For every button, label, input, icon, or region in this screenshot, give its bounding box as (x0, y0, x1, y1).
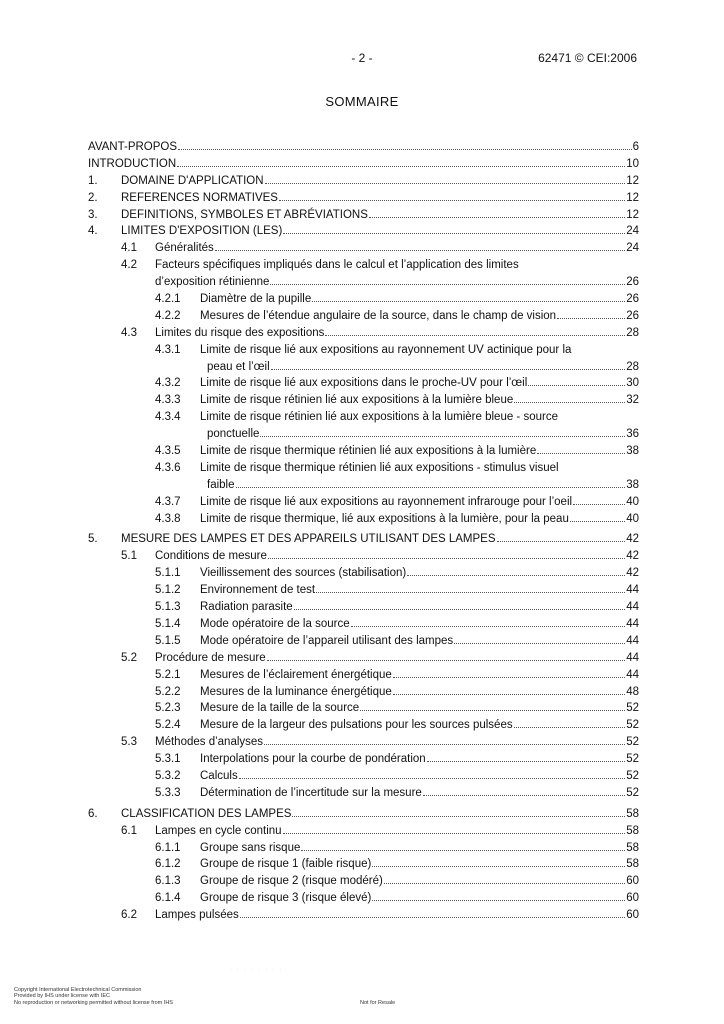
toc-page: 52 (626, 719, 639, 732)
toc-number: 5.3.1 (155, 753, 181, 766)
dot-leader (240, 917, 625, 918)
toc-page: 48 (626, 685, 639, 698)
toc-label: Groupe de risque 1 (faible risque) (200, 858, 372, 871)
toc-page: 26 (626, 293, 639, 306)
toc-page: 58 (626, 824, 639, 837)
toc-entry-continuation[interactable] (88, 426, 639, 443)
toc-number: 6.1.1 (155, 841, 181, 854)
document-reference: 62471 © CEI:2006 (538, 51, 637, 65)
toc-label: DOMAINE D'APPLICATION (121, 174, 264, 187)
dot-leader (393, 694, 625, 695)
dot-leader (270, 284, 625, 285)
toc-page: 44 (626, 601, 639, 614)
toc-number: 5.2.4 (155, 719, 181, 732)
toc-label: Groupe sans risque (200, 841, 301, 854)
toc-page: 28 (626, 326, 639, 339)
dot-leader (423, 795, 625, 796)
toc-entry[interactable] (88, 291, 639, 308)
toc-number: 5.1.5 (155, 634, 181, 647)
toc-number: 4.3.8 (155, 512, 181, 525)
dot-leader (178, 149, 632, 150)
toc-page: 42 (626, 550, 639, 563)
resale-notice: Not for Resale (360, 1000, 396, 1006)
toc-label: MESURE DES LAMPES ET DES APPAREILS UTILISANT DES LAMPES (121, 533, 496, 546)
toc-number: 3. (88, 208, 98, 221)
footer-line: Provided by IHS under license with IEC (14, 993, 110, 1000)
dot-leader (264, 744, 625, 745)
toc-label: INTRODUCTION (88, 157, 177, 170)
toc-page: 60 (626, 909, 639, 922)
toc-label: Calculs (200, 769, 238, 782)
toc-number: 5.3.3 (155, 786, 181, 799)
toc-entry[interactable] (88, 409, 639, 426)
toc-entry[interactable] (88, 856, 639, 873)
toc-entry[interactable] (88, 342, 639, 359)
toc-entry[interactable] (88, 890, 639, 907)
toc-page: 12 (626, 191, 639, 204)
toc-entry[interactable] (88, 873, 639, 890)
toc-number: 4. (88, 225, 98, 238)
toc-number: 5.2.2 (155, 685, 181, 698)
toc-entry[interactable] (88, 156, 639, 173)
toc-number: 4.3.6 (155, 461, 181, 474)
toc-label-continuation: faible (207, 478, 235, 491)
toc-page: 40 (626, 495, 639, 508)
toc-label: Mesures de l’éclairement énergétique (200, 668, 392, 681)
toc-label: Mode opératoire de l’appareil utilisant des lampes (200, 634, 454, 647)
toc-label: AVANT-PROPOS (88, 141, 178, 153)
toc-label: Lampes en cycle continu (155, 824, 282, 837)
toc-page: 52 (626, 769, 639, 782)
toc-page: 12 (626, 174, 639, 187)
toc-entry[interactable] (88, 173, 639, 190)
toc-label: DEFINITIONS, SYMBOLES ET ABRÉVIATIONS (121, 208, 368, 221)
dot-leader (268, 558, 625, 559)
toc-number: 5.1.1 (155, 567, 181, 580)
toc-label-continuation: d’exposition rétinienne (155, 276, 270, 289)
toc-entry[interactable] (88, 494, 639, 511)
toc-number: 4.3.5 (155, 445, 181, 458)
toc-number: 4.3.7 (155, 495, 181, 508)
toc-entry[interactable] (88, 531, 639, 548)
toc-label-continuation: ponctuelle (207, 428, 260, 441)
toc-label: Mesure de la taille de la source (200, 702, 360, 715)
toc-entry[interactable] (88, 599, 639, 616)
toc-page: 38 (626, 478, 639, 491)
toc-number: 2. (88, 191, 98, 204)
toc-entry[interactable] (88, 325, 639, 342)
dot-leader (265, 183, 626, 184)
toc-number: 4.3.2 (155, 377, 181, 390)
toc-entry[interactable] (88, 392, 639, 409)
toc-label: Radiation parasite (200, 601, 293, 614)
toc-entry[interactable] (88, 907, 639, 924)
dot-leader (325, 335, 625, 336)
dot-leader (312, 301, 625, 302)
toc-label: Lampes pulsées (155, 909, 239, 922)
toc-entry-continuation[interactable] (88, 359, 639, 376)
toc-page: 44 (626, 617, 639, 630)
toc-entry[interactable] (88, 460, 639, 477)
dot-leader (528, 385, 625, 386)
toc-number: 4.3.3 (155, 394, 181, 407)
toc-page: 44 (626, 668, 639, 681)
toc-label: Facteurs spécifiques impliqués dans le calcul et l’application des limites (155, 259, 519, 272)
dot-leader (283, 233, 625, 234)
toc-page: 32 (626, 394, 639, 407)
dot-leader (260, 436, 625, 437)
toc-entry[interactable] (88, 785, 639, 802)
dot-leader (316, 592, 625, 593)
dot-leader (215, 250, 625, 251)
toc-page: 26 (626, 276, 639, 289)
toc-label: Généralités (155, 242, 214, 255)
page-title: SOMMAIRE (325, 94, 399, 109)
toc-label: Interpolations pour la courbe de pondération (200, 753, 426, 766)
dot-leader (271, 369, 626, 370)
toc-label: Limite de risque thermique, lié aux expositions à la lumière, pour la peau (200, 512, 569, 525)
toc-label: Mesures de la luminance énergétique (200, 685, 392, 698)
dot-leader (351, 626, 626, 627)
dot-leader (570, 521, 625, 522)
toc-number: 4.3 (121, 326, 137, 339)
toc-page: 24 (626, 242, 639, 255)
toc-label: Limite de risque lié aux expositions au rayonnement infrarouge pour l’oeil (200, 495, 573, 508)
toc-page: 44 (626, 651, 639, 664)
dot-leader (427, 761, 626, 762)
toc-label: Limites du risque des expositions (155, 326, 325, 339)
toc-entry[interactable] (88, 684, 639, 701)
toc-number: 5.2.1 (155, 668, 181, 681)
toc-label: Conditions de mesure (155, 550, 267, 563)
toc-entry[interactable] (88, 207, 639, 224)
toc-label: Vieillissement des sources (stabilisation) (200, 567, 407, 580)
toc-number: 6.1.4 (155, 892, 181, 905)
toc-page: 52 (626, 753, 639, 766)
toc-number: 6. (88, 807, 98, 820)
toc-entry[interactable] (88, 616, 639, 633)
toc-entry[interactable] (88, 223, 639, 240)
toc-label: Diamètre de la pupille (200, 293, 312, 306)
dot-leader (514, 727, 626, 728)
toc-label: Limite de risque rétinien lié aux expositions à la lumière bleue (200, 394, 514, 407)
toc-number: 5.3 (121, 736, 137, 749)
toc-entry[interactable] (88, 308, 639, 325)
dot-leader (283, 833, 626, 834)
dot-leader (393, 677, 625, 678)
toc-label-continuation: peau et l’œil (207, 360, 270, 373)
toc-label: Limite de risque thermique rétinien lié aux expositions à la lumière (200, 445, 537, 458)
dot-leader (301, 850, 625, 851)
toc-entry[interactable] (88, 751, 639, 768)
toc-page: 40 (626, 512, 639, 525)
toc-label: CLASSIFICATION DES LAMPES (121, 807, 292, 820)
toc-page: 52 (626, 702, 639, 715)
toc-page: 24 (626, 225, 639, 238)
dot-leader (239, 778, 625, 779)
toc-page: 42 (626, 533, 639, 546)
page-number: - 2 - (351, 51, 373, 65)
toc-page: 60 (626, 875, 639, 888)
toc-number: 5. (88, 533, 98, 546)
toc-number: 6.2 (121, 909, 137, 922)
toc-entry[interactable] (88, 375, 639, 392)
toc-number: 4.2.2 (155, 309, 181, 322)
toc-entry[interactable] (88, 667, 639, 684)
toc-entry[interactable] (88, 823, 639, 840)
toc-page: 52 (626, 736, 639, 749)
toc-page: 38 (626, 445, 639, 458)
toc-entry[interactable] (88, 650, 639, 667)
copyright-footer (14, 987, 173, 1006)
toc-page: 10 (626, 157, 639, 170)
dot-leader (372, 900, 625, 901)
toc-entry[interactable] (88, 257, 639, 274)
toc-page: 42 (626, 567, 639, 580)
toc-page: 6 (632, 141, 639, 153)
dot-leader (360, 710, 625, 711)
toc-label: Limite de risque lié aux expositions dans le proche-UV pour l’œil (200, 377, 528, 390)
table-of-contents (88, 139, 639, 924)
toc-entry-continuation[interactable] (88, 274, 639, 291)
dot-leader (236, 487, 626, 488)
toc-number: 6.1 (121, 824, 137, 837)
dot-leader (292, 816, 625, 817)
toc-label: LIMITES D'EXPOSITION (LES) (121, 225, 283, 238)
toc-page: 30 (626, 377, 639, 390)
toc-number: 1. (88, 174, 98, 187)
toc-entry-continuation[interactable] (88, 477, 639, 494)
toc-label: Procédure de mesure (155, 651, 266, 664)
toc-label: Limite de risque thermique rétinien lié aux expositions - stimulus visuel (200, 461, 559, 474)
dot-leader (537, 453, 625, 454)
toc-number: 4.2 (121, 259, 137, 272)
dot-leader (407, 575, 625, 576)
toc-number: 6.1.2 (155, 858, 181, 871)
toc-page: 52 (626, 786, 639, 799)
toc-number: 5.1.2 (155, 584, 181, 597)
toc-label: Groupe de risque 2 (risque modéré) (200, 875, 383, 888)
toc-entry[interactable] (88, 700, 639, 717)
dot-leader (454, 643, 625, 644)
toc-label: Méthodes d’analyses (155, 736, 264, 749)
dot-leader (514, 402, 625, 403)
toc-number: 5.1.4 (155, 617, 181, 630)
toc-page: 44 (626, 584, 639, 597)
toc-label: Mode opératoire de la source (200, 617, 350, 630)
toc-label: Limite de risque lié aux expositions au rayonnement UV actinique pour la (200, 343, 572, 356)
toc-number: 5.3.2 (155, 769, 181, 782)
toc-entry[interactable] (88, 511, 639, 528)
dot-leader (557, 318, 625, 319)
toc-entry[interactable] (88, 443, 639, 460)
dot-leader (294, 609, 626, 610)
toc-number: 4.3.4 (155, 411, 181, 424)
toc-entry[interactable] (88, 734, 639, 751)
dot-leader (573, 504, 625, 505)
toc-label: Environnement de test (200, 584, 316, 597)
toc-page: 36 (626, 428, 639, 441)
toc-number: 5.2.3 (155, 702, 181, 715)
dot-leader (369, 217, 625, 218)
toc-number: 5.1 (121, 550, 137, 563)
footer-line: Copyright International Electrotechnical Commission (14, 987, 142, 993)
dot-leader (279, 200, 625, 201)
toc-label: Mesure de la largeur des pulsations pour les sources pulsées (200, 719, 513, 732)
dot-leader (384, 883, 625, 884)
toc-page: 60 (626, 892, 639, 905)
toc-label: REFERENCES NORMATIVES (121, 191, 278, 204)
toc-label: Détermination de l’incertitude sur la mesure (200, 786, 422, 799)
toc-number: 4.1 (121, 242, 137, 255)
toc-number: 5.2 (121, 651, 137, 664)
dot-leader (372, 866, 625, 867)
toc-page: 44 (626, 634, 639, 647)
toc-entry[interactable] (88, 582, 639, 599)
dot-leader (267, 660, 626, 661)
toc-entry[interactable] (88, 840, 639, 857)
toc-number: 5.1.3 (155, 601, 181, 614)
footer-line: No reproduction or networking permitted without license from IHS (14, 999, 173, 1006)
dot-leader (497, 541, 626, 542)
toc-number: 4.2.1 (155, 293, 181, 306)
toc-page: 12 (626, 208, 639, 221)
toc-page: 58 (626, 841, 639, 854)
toc-page: 58 (626, 858, 639, 871)
toc-entry[interactable] (88, 806, 639, 823)
toc-number: 4.3.1 (155, 343, 181, 356)
toc-entry[interactable] (88, 565, 639, 582)
toc-entry[interactable] (88, 240, 639, 257)
toc-entry[interactable] (88, 633, 639, 650)
toc-entry[interactable] (88, 190, 639, 207)
toc-page: 28 (626, 360, 639, 373)
toc-page: 58 (626, 807, 639, 820)
toc-entry[interactable] (88, 768, 639, 785)
dot-leader (177, 166, 625, 167)
toc-label: Groupe de risque 3 (risque élevé) (200, 892, 372, 905)
toc-entry[interactable] (88, 139, 639, 156)
toc-entry[interactable] (88, 717, 639, 734)
toc-number: 6.1.3 (155, 875, 181, 888)
toc-label: Mesures de l’étendue angulaire de la source, dans le champ de vision (200, 309, 557, 322)
scan-artifact: · · · · · · · · (230, 967, 284, 973)
toc-entry[interactable] (88, 548, 639, 565)
toc-label: Limite de risque rétinien lié aux expositions à la lumière bleue - source (200, 411, 558, 424)
toc-page: 26 (626, 309, 639, 322)
